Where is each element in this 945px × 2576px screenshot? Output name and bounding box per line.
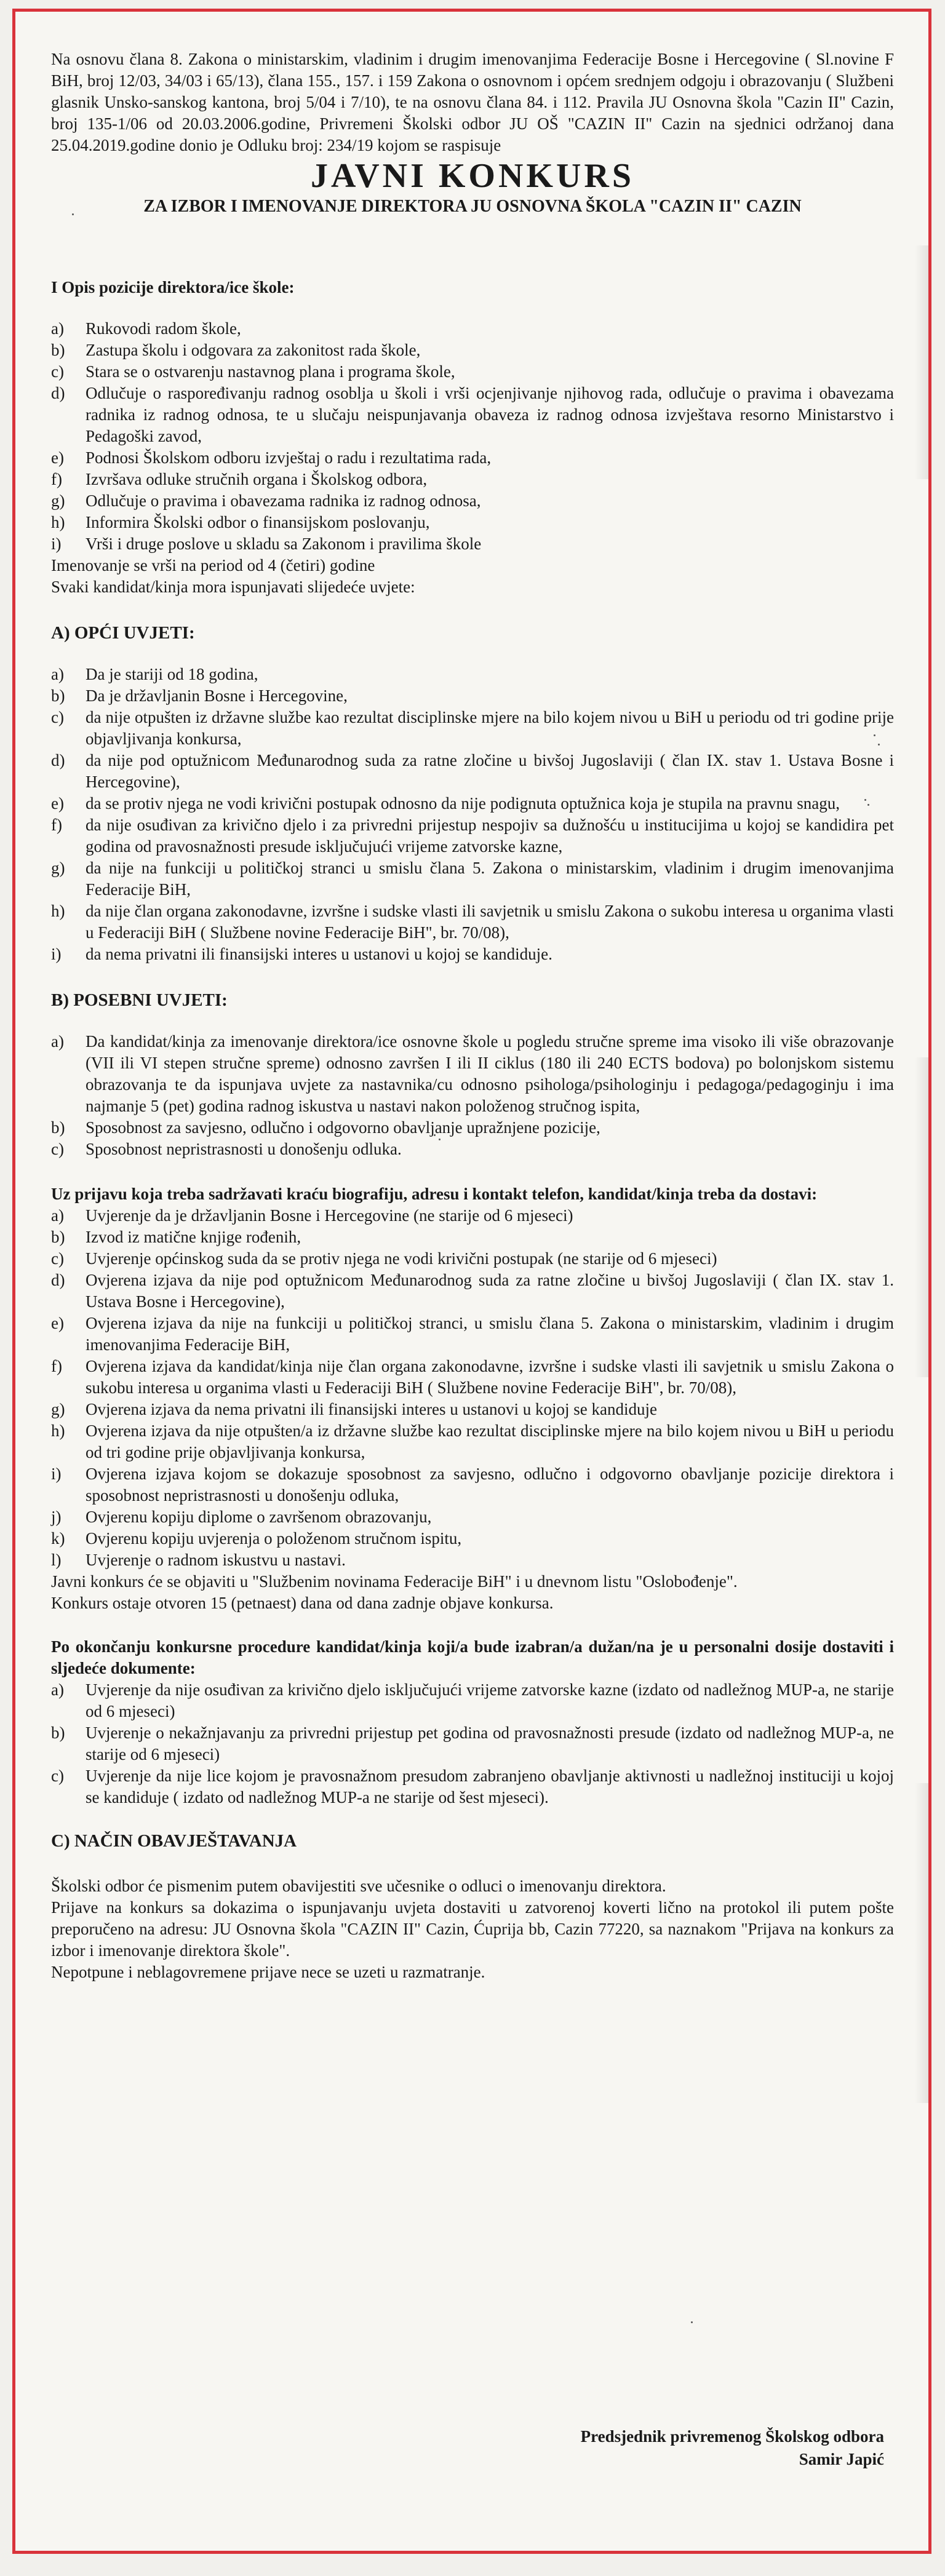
list-item <box>51 1313 894 1356</box>
list-item <box>51 1463 894 1506</box>
list-item-label: i) <box>51 945 62 963</box>
list-item <box>51 1722 894 1765</box>
list-item-label: i) <box>51 535 62 553</box>
list-item <box>51 1765 894 1808</box>
list-item-label: c) <box>51 708 64 726</box>
list-item-label: j) <box>51 1508 62 1526</box>
list-item-label: a) <box>51 1206 64 1225</box>
list-item-label: b) <box>51 686 65 705</box>
list-item <box>51 1205 894 1226</box>
list-item-label: h) <box>51 902 65 920</box>
list-item-label: d) <box>51 751 65 769</box>
list-item <box>51 1139 894 1160</box>
list-item <box>51 1226 894 1248</box>
list-item-label: g) <box>51 491 65 510</box>
list-item <box>51 318 894 340</box>
list-item <box>51 383 894 447</box>
list-item <box>51 900 894 944</box>
list-item-label: d) <box>51 1271 65 1289</box>
opci-uvjeti-list <box>51 664 894 965</box>
list-item-text: da nije osuđivan za krivično djelo i za privredni prijestup nespojiv sa dužnošću u institucijima u kojoj se kandidira pet godina od pravosnažnosti presude isključujući vrijeme zatvorske kazne, <box>86 816 894 856</box>
opis-heading: I Opis pozicije direktora/ice škole: <box>51 278 295 296</box>
list-item-text: da nije član organa zakonodavne, izvršne i sudske vlasti ili savjetnik u smislu Zakona o sukobu interesa u organima vlasti u Federaciji BiH ( Službene novine Federacije BiH", br. 70/08), <box>86 902 894 942</box>
list-item <box>51 1356 894 1399</box>
list-item <box>51 857 894 900</box>
list-item <box>51 1679 894 1722</box>
list-item <box>51 707 894 750</box>
list-item-text: Zastupa školu i odgovara za zakonitost rada škole, <box>86 341 421 359</box>
list-item-text: Uvjerenje o radnom iskustvu u nastavi. <box>86 1551 346 1569</box>
list-item-label: i) <box>51 1465 62 1483</box>
objava-text: Javni konkurs će se objaviti u "Službenim novinama Federacije BiH" i u dnevnom listu "Oslobođenje". <box>51 1572 738 1591</box>
notice-title: JAVNI KONKURS <box>310 157 635 195</box>
list-item-text: Izvršava odluke stručnih organa i Školskog odbora, <box>86 470 428 488</box>
list-item <box>51 490 894 512</box>
signature-title: Predsjednik privremenog Školskog odbora <box>580 2427 884 2446</box>
list-item-label: a) <box>51 1680 64 1699</box>
list-item-label: e) <box>51 794 64 813</box>
list-item-label: a) <box>51 665 64 683</box>
list-item <box>51 685 894 707</box>
list-item-label: c) <box>51 1767 64 1785</box>
list-item-text: Ovjerena izjava kojom se dokazuje sposobnost za savjesno, odlučno i odgovorno obavljanje pozicije direktora i sposobnost nepristrasnosti u donošenju odluka, <box>86 1465 894 1505</box>
list-item <box>51 340 894 361</box>
list-item-text: da nije otpušten iz državne službe kao rezultat disciplinske mjere na bilo kojem nivou u BiH u periodu od tri godine prije objavljivanja konkursa, <box>86 708 894 748</box>
imenovanje-uvjeti: Svaki kandidat/kinja mora ispunjavati slijedeće uvjete: <box>51 578 415 596</box>
scan-shadow <box>915 1783 928 2103</box>
list-item <box>51 1528 894 1549</box>
notice-content <box>51 49 894 1983</box>
list-item-label: c) <box>51 362 64 381</box>
list-item-label: h) <box>51 1421 65 1440</box>
list-item <box>51 814 894 857</box>
list-item-label: f) <box>51 816 62 834</box>
imenovanje-period: Imenovanje se vrši na period od 4 (četiri) godine <box>51 556 375 574</box>
list-item-label: h) <box>51 513 65 531</box>
list-item-text: Podnosi Školskom odboru izvještaj o radu i rezultatima rada, <box>86 448 492 467</box>
intro-paragraph: Na osnovu člana 8. Zakona o ministarskim, vladinim i drugim imenovanjima Federacije Bosne i Hercegovine ( Sl.novine F BiH, broj 12/03, 34/03 i 65/13), člana 155., 157. i 159 Zakona o osnovnom i općem srednjem odgoju i obrazovanju ( Službeni glasnik Unsko-sanskog kantona, broj 5/04 i 7/10), te na osnovu člana 84. i 112. Pravila JU Osnovna škola "Cazin II" Cazin, broj 135-1/06 od 20.03.2006.godine, Privremeni Školski odbor JU OŠ "CAZIN II" Cazin na sjednici održanoj dana 25.04.2019.godine donio je Odluku broj: 234/19 kojom se raspisuje <box>51 50 894 154</box>
list-item <box>51 512 894 533</box>
list-item-label: b) <box>51 1723 65 1742</box>
list-item-label: g) <box>51 1400 65 1418</box>
list-item <box>51 750 894 793</box>
list-item-text: Sposobnost za savjesno, odlučno i odgovorno obavljanje upražnjene pozicije, <box>86 1118 600 1137</box>
list-item-text: Odlučuje o raspoređivanju radnog osoblja u školi i vrši ocjenjivanje njihovog rada, odlučuje o pravima i obavezama radnika iz radnog odnosa, te u slučaju neispunjavanja obaveza iz radnog odnosa izvještava resorno Ministarstvo i Pedagoški zavod, <box>86 384 894 445</box>
list-item-text: Izvod iz matične knjige rođenih, <box>86 1228 301 1246</box>
list-item-text: da nema privatni ili finansijski interes u ustanovi u kojoj se kandiduje. <box>86 945 552 963</box>
nacin-paragraph-2: Prijave na konkurs sa dokazima o ispunjavanju uvjeta dostaviti u zatvorenoj koverti lično na protokol ili putem pošte preporučeno na adresu: JU Osnovna škola "CAZIN II" Cazin, Ćuprija bb, Cazin 77220, sa naznakom "Prijava na konkurs za izbor i imenovanje direktora škole". <box>51 1898 894 1960</box>
signature-block <box>581 2425 884 2471</box>
list-item-label: f) <box>51 1357 62 1375</box>
list-item-label: g) <box>51 859 65 877</box>
list-item-text: Odlučuje o pravima i obavezama radnika iz radnog odnosa, <box>86 491 481 510</box>
list-item-text: Uvjerenje o nekažnjavanju za privredni prijestup pet godina od pravosnažnosti presude (izdato od nadležnog MUP-a, ne starije od 6 mjeseci) <box>86 1723 894 1763</box>
list-item-text: Vrši i druge poslove u skladu sa Zakonom i pravilima škole <box>86 535 482 553</box>
list-item-text: Ovjerena izjava da nije na funkciji u političkoj stranci, u smislu člana 5. Zakona o ministarskim, vladinim i drugim imenovanjima Federacije BiH, <box>86 1314 894 1354</box>
notice-frame <box>12 9 931 2554</box>
list-item-text: Ovjerenu kopiju uvjerenja o položenom stručnom ispitu, <box>86 1529 462 1548</box>
signature-name: Samir Japić <box>799 2450 884 2468</box>
dokumenti-list <box>51 1205 894 1571</box>
list-item-label: l) <box>51 1551 62 1569</box>
izabrani-heading: Po okončanju konkursne procedure kandidat/kinja koji/a bude izabran/a dužan/na je u personalni dosije dostaviti i sljedeće dokumente: <box>51 1637 894 1677</box>
list-item-text: da nije na funkciji u političkoj stranci u smislu člana 5. Zakona o ministarskim, vladinim i drugim imenovanjima Federacije BiH, <box>86 859 894 899</box>
list-item-text: Ovjerena izjava da nema privatni ili finansijski interes u ustanovi u kojoj se kandiduje <box>86 1400 658 1418</box>
list-item-text: Uvjerenje općinskog suda da se protiv njega ne vodi krivični postupak (ne starije od 6 mjeseci) <box>86 1249 717 1268</box>
list-item-text: Da je stariji od 18 godina, <box>86 665 258 683</box>
list-item-text: da nije pod optužnicom Međunarodnog suda za ratne zločine u bivšoj Jugoslaviji ( član IX. stav 1. Ustava Bosne i Hercegovine), <box>86 751 894 791</box>
list-item-text: Ovjerena izjava da nije otpušten/a iz državne službe kao rezultat disciplinske mjere na bilo kojem nivou u BiH u periodu od tri godine prije objavljivanja konkursa, <box>86 1421 894 1461</box>
list-item-label: b) <box>51 1118 65 1137</box>
list-item-label: b) <box>51 1228 65 1246</box>
list-item-label: e) <box>51 448 64 467</box>
list-item-label: a) <box>51 319 64 338</box>
list-item-text: Uvjerenje da nije osuđivan za krivično djelo isključujući vrijeme zatvorske kazne (izdato od nadležnog MUP-a, ne starije od 6 mjeseci) <box>86 1680 894 1720</box>
list-item-text: Sposobnost nepristrasnosti u donošenju odluka. <box>86 1140 402 1158</box>
list-item-text: Rukovodi radom škole, <box>86 319 241 338</box>
list-item <box>51 447 894 469</box>
notice-subtitle: ZA IZBOR I IMENOVANJE DIREKTORA JU OSNOVNA ŠKOLA "CAZIN II" CAZIN <box>143 197 802 216</box>
opis-list <box>51 318 894 555</box>
list-item <box>51 1399 894 1420</box>
list-item-text: Da kandidat/kinja za imenovanje direktora/ice osnovne škole u pogledu stručne spreme ima visoko ili više obrazovanje (VII ili VI stepen stručne spreme) odnosno završen I ili II ciklus (180 ili 240 ECTS bodova) po bolonjskom sistemu obrazovanja te da ispunjava uvjete za nastavnika/cu odnosno psihologa/psihologinju i pedagoga/pedagoginju i ima najmanje 5 (pet) godina radnog iskustva u nastavi nakon položenog stručnog ispita, <box>86 1032 894 1115</box>
list-item <box>51 944 894 965</box>
list-item <box>51 793 894 814</box>
scan-shadow <box>915 1057 928 1377</box>
list-item-label: c) <box>51 1249 64 1268</box>
list-item <box>51 1248 894 1270</box>
list-item-text: Uvjerenje da je državljanin Bosne i Hercegovine (ne starije od 6 mjeseci) <box>86 1206 573 1225</box>
nacin-heading: C) NAČIN OBAVJEŠTAVANJA <box>51 1831 297 1851</box>
list-item-label: k) <box>51 1529 65 1548</box>
list-item <box>51 533 894 555</box>
list-item-text: Da je državljanin Bosne i Hercegovine, <box>86 686 348 705</box>
nacin-paragraph-1: Školski odbor će pismenim putem obavijestiti sve učesnike o odluci o imenovanju direktora. <box>51 1877 666 1895</box>
list-item <box>51 469 894 490</box>
list-item <box>51 664 894 685</box>
list-item-label: b) <box>51 341 65 359</box>
list-item <box>51 1549 894 1571</box>
list-item-text: Ovjerena izjava da nije pod optužnicom Međunarodnog suda za ratne zločine u bivšoj Jugoslaviji ( član IX. stav 1. Ustava Bosne i Hercegovine), <box>86 1271 894 1311</box>
list-item-text: Informira Školski odbor o finansijskom poslovanju, <box>86 513 430 531</box>
izabrani-list <box>51 1679 894 1808</box>
list-item-text: Ovjerenu kopiju diplome o završenom obrazovanju, <box>86 1508 432 1526</box>
list-item <box>51 1420 894 1463</box>
list-item-text: Uvjerenje da nije lice kojom je pravosnažnom presudom zabranjeno obavljanje aktivnosti u nadležnoj instituciji u kojoj se kandiduje ( izdato od nadležnog MUP-a ne starije od šest mjeseci). <box>86 1767 894 1807</box>
posebni-uvjeti-list <box>51 1031 894 1160</box>
list-item-label: e) <box>51 1314 64 1332</box>
konkurs-rok: Konkurs ostaje otvoren 15 (petnaest) dana od dana zadnje objave konkursa. <box>51 1594 554 1612</box>
list-item-label: c) <box>51 1140 64 1158</box>
list-item-label: a) <box>51 1032 64 1051</box>
list-item-label: f) <box>51 470 62 488</box>
dokumenti-heading: Uz prijavu koja treba sadržavati kraću biografiju, adresu i kontakt telefon, kandidat/kinja treba da dostavi: <box>51 1185 818 1203</box>
list-item-label: d) <box>51 384 65 402</box>
scan-shadow <box>915 245 928 479</box>
posebni-uvjeti-heading: B) POSEBNI UVJETI: <box>51 990 228 1010</box>
list-item <box>51 361 894 383</box>
list-item-text: da se protiv njega ne vodi krivični postupak odnosno da nije podignuta optužnica koja je stupila na pravnu snagu, <box>86 794 840 813</box>
list-item <box>51 1117 894 1139</box>
opci-uvjeti-heading: A) OPĆI UVJETI: <box>51 623 195 643</box>
list-item-text: Stara se o ostvarenju nastavnog plana i programa škole, <box>86 362 455 381</box>
nacin-paragraph-3: Nepotpune i neblagovremene prijave nece se uzeti u razmatranje. <box>51 1963 485 1981</box>
list-item <box>51 1270 894 1313</box>
list-item-text: Ovjerena izjava da kandidat/kinja nije član organa zakonodavne, izvršne i sudske vlasti ili savjetnik u smislu Zakona o sukobu interesa u organima vlasti u Federaciji BiH ( Službene novine Federacije BiH", br. 70/08), <box>86 1357 894 1397</box>
list-item <box>51 1506 894 1528</box>
list-item <box>51 1031 894 1117</box>
